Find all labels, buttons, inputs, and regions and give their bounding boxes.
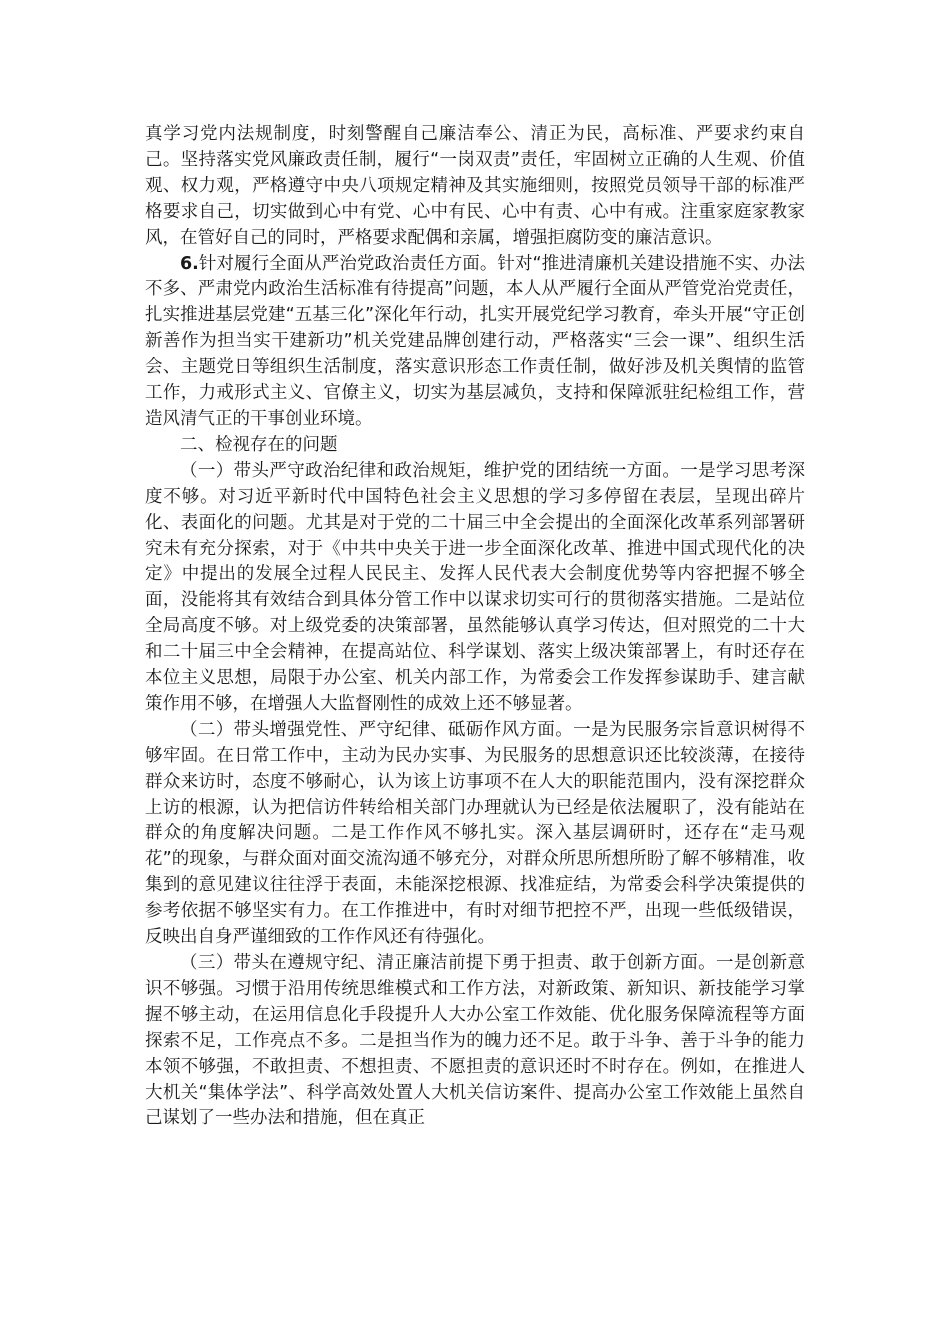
paragraph-continuation: 真学习党内法规制度，时刻警醒自己廉洁奉公、清正为民，高标准、严要求约束自己。坚持落实党风廉政责任制，履行“一岗双责”责任，牢固树立正确的人生观、价值观、权力观，严格遵守中央八项规定精神及其实施细则，按照党员领导干部的标准严格要求自己，切实做到心中有党、心中有民、心中有责、心中有戒。注重家庭家教家风，在管好自己的同时，严格要求配偶和亲属，增强拒腐防变的廉洁意识。 [145,124,805,248]
document-body [145,122,805,1132]
section-heading: 二、检视存在的问题 [180,434,338,455]
paragraph-section-1: （一）带头严守政治纪律和政治规矩，维护党的团结统一方面。一是学习思考深度不够。对习近平新时代中国特色社会主义思想的学习多停留在表层，呈现出碎片化、表面化的问题。尤其是对于党的二十届三中全会提出的全面深化改革系列部署研究未有充分探索，对于《中共中央关于进一步全面深化改革、推进中国式现代化的决定》中提出的发展全过程人民民主、发挥人民代表大会制度优势等内容把握不够全面，没能将其有效结合到具体分管工作中以谋求切实可行的贯彻落实措施。二是站位全局高度不够。对上级党委的决策部署，虽然能够认真学习传达，但对照党的二十大和二十届三中全会精神，在提高站位、科学谋划、落实上级决策部署上，有时还存在本位主义思想，局限于办公室、机关内部工作，为常委会工作发挥参谋助手、建言献策作用不够，在增强人大监督刚性的成效上还不够显著。 [145,460,805,714]
paragraph-section-2: （二）带头增强党性、严守纪律、砥砺作风方面。一是为民服务宗旨意识树得不够牢固。在日常工作中，主动为民办实事、为民服务的思想意识还比较淡薄，在接待群众来访时，态度不够耐心，认为该上访事项不在人大的职能范围内，没有深挖群众上访的根源，认为把信访件转给相关部门办理就认为已经是依法履职了，没有能站在群众的角度解决问题。二是工作作风不够扎实。深入基层调研时，还存在“走马观花”的现象，与群众面对面交流沟通不够充分，对群众所思所想所盼了解不够精准，收集到的意见建议往往浮于表面，未能深挖根源、找准症结，为常委会科学决策提供的参考依据不够坚实有力。在工作推进中，有时对细节把控不严，出现一些低级错误，反映出自身严谨细致的工作作风还有待强化。 [145,719,805,948]
paragraph-section-3: （三）带头在遵规守纪、清正廉洁前提下勇于担责、敢于创新方面。一是创新意识不够强。习惯于沿用传统思维模式和工作方法，对新政策、新知识、新技能学习掌握不够主动，在运用信息化手段提升人大办公室工作效能、优化服务保障流程等方面探索不足，工作亮点不多。二是担当作为的魄力还不足。敢于斗争、善于斗争的能力本领不够强，不敢担责、不想担责、不愿担责的意识还时不时存在。例如，在推进人大机关“集体学法”、科学高效处置人大机关信访案件、提高办公室工作效能上虽然自己谋划了一些办法和措施，但在真正 [145,953,805,1129]
paragraph-item-6 [145,252,805,433]
item-number: 6. [180,253,199,274]
paragraph-item-6-text: 针对履行全面从严治党政治责任方面。针对“推进清廉机关建设措施不实、办法不多、严肃党内政治生活标准有待提高”问题，本人从严履行全面从严管党治党责任，扎实推进基层党建“五基三化”深化年行动，扎实开展党纪学习教育，牵头开展“守正创新善作为担当实干建新功”机关党建品牌创建行动，严格落实“三会一课”、组织生活会、主题党日等组织生活制度，落实意识形态工作责任制，做好涉及机关舆情的监管工作，力戒形式主义、官僚主义，切实为基层减负，支持和保障派驻纪检组工作，营造风清气正的干事创业环境。 [145,253,805,429]
